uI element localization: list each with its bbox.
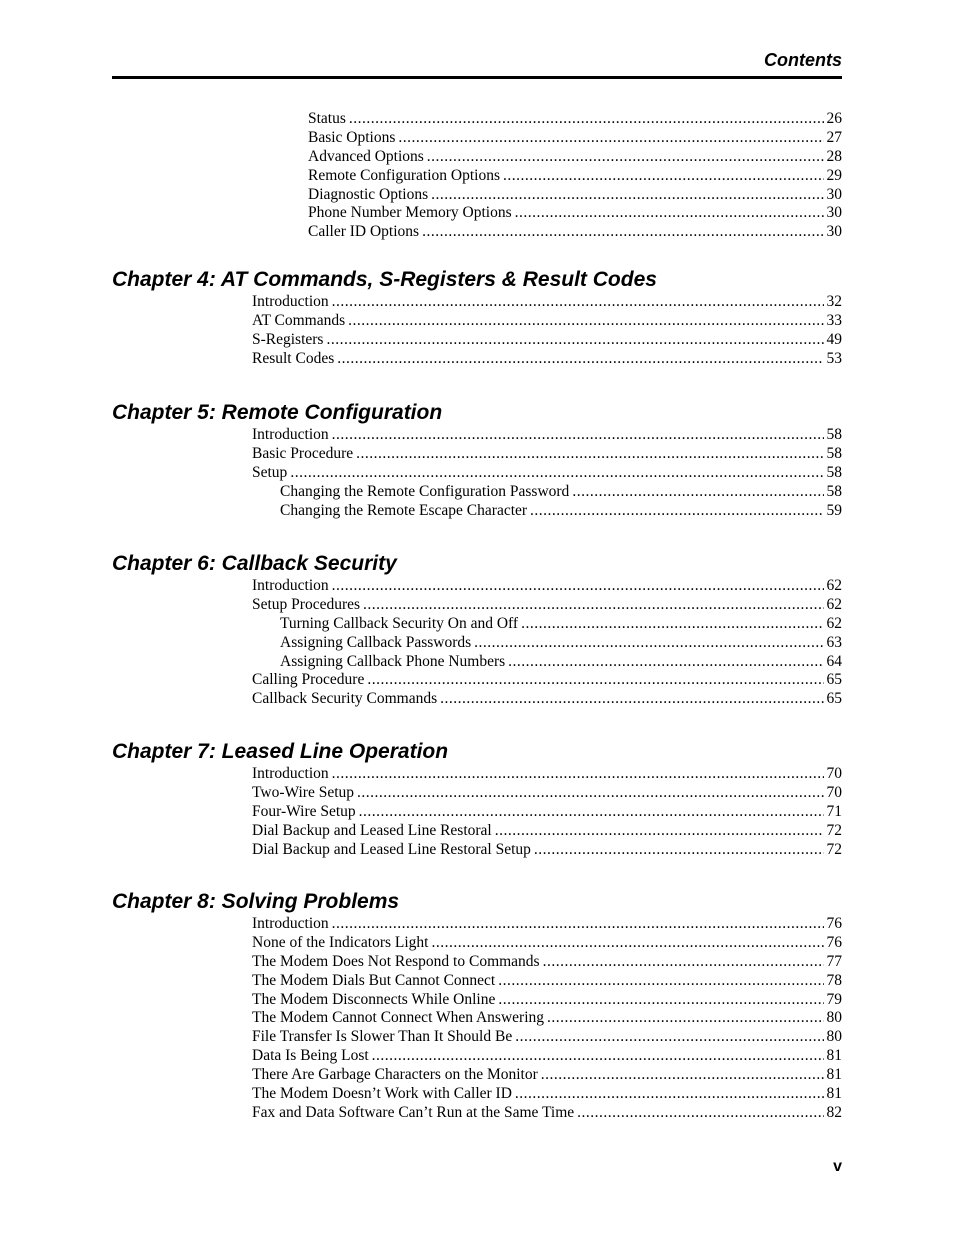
toc-entry[interactable]: [252, 690, 842, 709]
toc-entry-title: The Modem Doesn’t Work with Caller ID: [252, 1085, 512, 1103]
toc-entry-page: 81: [826, 1066, 842, 1084]
toc-entry[interactable]: [252, 841, 842, 860]
toc-entry[interactable]: [252, 991, 842, 1010]
toc-entry-title: Status: [308, 110, 346, 127]
dot-leader: [508, 653, 823, 672]
dot-leader: [547, 1009, 823, 1028]
toc-entry-title: Data Is Being Lost: [252, 1047, 369, 1065]
toc-entry[interactable]: [308, 110, 842, 129]
dot-leader: [440, 690, 823, 709]
toc-entry-page: 30: [826, 204, 842, 222]
dot-leader: [332, 577, 824, 596]
dot-leader: [348, 312, 823, 331]
toc-entry-page: 26: [826, 110, 842, 127]
toc-entry-page: 63: [826, 633, 842, 651]
toc-entry-title: The Modem Dials But Cannot Connect: [252, 971, 496, 989]
chapter-heading[interactable]: Chapter 7: Leased Line Operation: [112, 740, 449, 763]
toc-entry-page: 62: [826, 577, 842, 594]
toc-entry[interactable]: [280, 653, 842, 672]
toc-chapter-section: [112, 739, 842, 859]
dot-leader: [474, 634, 823, 653]
toc-entry-list: [112, 110, 842, 242]
toc-entry[interactable]: [252, 1047, 842, 1066]
toc-entry-title: Dial Backup and Leased Line Restoral Setup: [252, 840, 531, 858]
toc-entry-title: The Modem Cannot Connect When Answering: [252, 1009, 545, 1027]
toc-entry[interactable]: [252, 803, 842, 822]
toc-entry-title: Fax and Data Software Can’t Run at the Same Time: [252, 1103, 575, 1121]
toc-entry-page: 65: [826, 671, 842, 689]
toc-entry[interactable]: [252, 671, 842, 690]
dot-leader: [349, 110, 824, 129]
toc-entry-title: Basic Options: [308, 128, 396, 146]
toc-entry[interactable]: [252, 1085, 842, 1104]
toc-entry[interactable]: [252, 784, 842, 803]
toc-entry-page: 80: [826, 1028, 842, 1046]
toc-entry-page: 58: [826, 426, 842, 443]
toc-entry[interactable]: [308, 148, 842, 167]
dot-leader: [356, 445, 823, 464]
dot-leader: [332, 915, 824, 934]
toc-continued-section: [112, 110, 842, 242]
page-number: v: [833, 1158, 842, 1175]
toc-entry-page: 81: [826, 1047, 842, 1065]
toc-entry[interactable]: [252, 1009, 842, 1028]
toc-entry-page: 58: [826, 482, 842, 500]
dot-leader: [530, 502, 823, 521]
toc-entry-page: 76: [826, 933, 842, 951]
toc-entry-title: File Transfer Is Slower Than It Should Be: [252, 1028, 513, 1046]
toc-entry-page: 58: [826, 444, 842, 462]
dot-leader: [363, 596, 823, 615]
toc-entry-page: 53: [826, 349, 842, 367]
toc-entry-title: None of the Indicators Light: [252, 933, 429, 951]
dot-leader: [367, 671, 823, 690]
dot-leader: [357, 784, 823, 803]
toc-entry-page: 65: [826, 690, 842, 708]
toc-entry-title: Dial Backup and Leased Line Restoral: [252, 821, 492, 839]
toc-entry-list: [112, 915, 842, 1123]
toc-entry-page: 30: [826, 223, 842, 241]
dot-leader: [541, 1066, 824, 1085]
toc-entry-title: The Modem Does Not Respond to Commands: [252, 952, 540, 970]
toc-entry[interactable]: [252, 934, 842, 953]
toc-entry-page: 49: [826, 330, 842, 348]
toc-entry[interactable]: [308, 167, 842, 186]
toc-entry-title: S-Registers: [252, 330, 324, 348]
toc-entry[interactable]: [252, 1066, 842, 1085]
dot-leader: [431, 186, 823, 205]
toc-entry-page: 78: [826, 971, 842, 989]
toc-entry-page: 77: [826, 952, 842, 970]
toc-chapter-section: [112, 889, 842, 1123]
toc-entry-title: Setup Procedures: [252, 595, 361, 613]
toc-entry[interactable]: [252, 972, 842, 991]
toc-entry[interactable]: [308, 186, 842, 205]
toc-entry-list: [112, 293, 842, 369]
toc-entry-title: Introduction: [252, 293, 329, 310]
dot-leader: [572, 483, 823, 502]
toc-entry-page: 81: [826, 1085, 842, 1103]
toc-entry-title: Introduction: [252, 577, 329, 594]
toc-entry-page: 29: [826, 166, 842, 184]
dot-leader: [498, 972, 823, 991]
toc-entry-list: [112, 426, 842, 520]
toc-entry-page: 62: [826, 614, 842, 632]
dot-leader: [332, 293, 824, 312]
dot-leader: [332, 426, 824, 445]
toc-entry-page: 59: [826, 501, 842, 519]
toc-entry-page: 76: [826, 915, 842, 932]
toc-chapter-section: [112, 267, 842, 369]
toc-entry-page: 32: [826, 293, 842, 310]
dot-leader: [515, 1028, 823, 1047]
page-header: [112, 48, 842, 79]
toc-entry-title: The Modem Disconnects While Online: [252, 990, 496, 1008]
toc-chapter-section: [112, 551, 842, 709]
toc-entry[interactable]: [308, 223, 842, 242]
toc-entry[interactable]: [280, 483, 842, 502]
dot-leader: [534, 841, 824, 860]
toc-entry-title: Assigning Callback Phone Numbers: [280, 652, 506, 670]
toc-entry-title: Four-Wire Setup: [252, 802, 356, 820]
chapter-heading[interactable]: Chapter 4: AT Commands, S-Registers & Result Codes: [112, 268, 657, 291]
toc-entry-title: Introduction: [252, 915, 329, 932]
toc-entry[interactable]: [252, 426, 842, 445]
toc-entry-title: Two-Wire Setup: [252, 783, 355, 801]
toc-entry[interactable]: [252, 577, 842, 596]
toc-entry-page: 30: [826, 185, 842, 203]
toc-entry-title: Introduction: [252, 426, 329, 443]
toc-entry-list: [112, 577, 842, 709]
toc-entry-page: 64: [826, 652, 842, 670]
toc-entry[interactable]: [280, 634, 842, 653]
toc-entry[interactable]: [252, 293, 842, 312]
running-header-title: Contents: [764, 50, 842, 70]
toc-entry-title: Changing the Remote Configuration Password: [280, 482, 570, 500]
toc-entry-title: There Are Garbage Characters on the Monitor: [252, 1066, 538, 1084]
toc-entry[interactable]: [252, 1104, 842, 1123]
dot-leader: [521, 615, 823, 634]
toc-entry-title: Result Codes: [252, 349, 335, 367]
toc-entry-page: 33: [826, 311, 842, 329]
toc-entry[interactable]: [280, 615, 842, 634]
dot-leader: [422, 223, 823, 242]
toc-entry[interactable]: [252, 765, 842, 784]
toc-entry-page: 62: [826, 595, 842, 613]
toc-entry-title: Basic Procedure: [252, 444, 354, 462]
dot-leader: [398, 129, 823, 148]
dot-leader: [515, 1085, 824, 1104]
toc-entry[interactable]: [252, 445, 842, 464]
toc-entry-list: [112, 765, 842, 859]
toc-entry-page: 79: [826, 990, 842, 1008]
dot-leader: [332, 765, 824, 784]
toc-entry[interactable]: [308, 129, 842, 148]
toc-entry-title: Setup: [252, 463, 288, 481]
toc-entry-title: Calling Procedure: [252, 671, 365, 689]
toc-entry[interactable]: [252, 915, 842, 934]
toc-entry-title: Diagnostic Options: [308, 185, 429, 203]
toc-entry-page: 82: [826, 1103, 842, 1121]
toc-entry-page: 27: [826, 128, 842, 146]
toc-entry-title: Assigning Callback Passwords: [280, 633, 472, 651]
toc-entry-title: Caller ID Options: [308, 223, 420, 241]
dot-leader: [290, 464, 823, 483]
dot-leader: [498, 991, 823, 1010]
chapter-heading[interactable]: Chapter 6: Callback Security: [112, 552, 397, 575]
dot-leader: [515, 204, 824, 223]
dot-leader: [495, 822, 824, 841]
chapter-heading[interactable]: Chapter 5: Remote Configuration: [112, 401, 443, 424]
dot-leader: [326, 331, 823, 350]
toc-entry-page: 70: [826, 783, 842, 801]
toc-entry-title: AT Commands: [252, 311, 346, 329]
toc-entry-page: 71: [826, 802, 842, 820]
toc-chapter-section: [112, 400, 842, 520]
toc-entry-title: Advanced Options: [308, 147, 424, 165]
toc-entry[interactable]: [252, 312, 842, 331]
dot-leader: [543, 953, 824, 972]
toc-entry-title: Changing the Remote Escape Character: [280, 501, 528, 519]
toc-entry[interactable]: [252, 596, 842, 615]
toc-entry-page: 28: [826, 147, 842, 165]
toc-entry[interactable]: [252, 822, 842, 841]
dot-leader: [503, 167, 823, 186]
toc-entry[interactable]: [308, 204, 842, 223]
toc-entry-title: Callback Security Commands: [252, 690, 438, 708]
toc-entry-page: 72: [826, 840, 842, 858]
toc-entry[interactable]: [252, 464, 842, 483]
toc-entry-title: Remote Configuration Options: [308, 166, 501, 184]
dot-leader: [372, 1047, 824, 1066]
toc-entry[interactable]: [252, 350, 842, 369]
toc-entry[interactable]: [280, 502, 842, 521]
dot-leader: [359, 803, 824, 822]
dot-leader: [427, 148, 824, 167]
dot-leader: [577, 1104, 823, 1123]
dot-leader: [431, 934, 823, 953]
toc-entry[interactable]: [252, 331, 842, 350]
chapter-heading[interactable]: Chapter 8: Solving Problems: [112, 890, 400, 913]
toc-entry[interactable]: [252, 953, 842, 972]
toc-entry-page: 70: [826, 765, 842, 782]
dot-leader: [337, 350, 823, 369]
toc-entry-page: 58: [826, 463, 842, 481]
toc-entry[interactable]: [252, 1028, 842, 1047]
toc-entry-page: 72: [826, 821, 842, 839]
toc-entry-title: Introduction: [252, 765, 329, 782]
toc-entry-title: Turning Callback Security On and Off: [280, 614, 519, 632]
toc-entry-title: Phone Number Memory Options: [308, 204, 512, 222]
toc-entry-page: 80: [826, 1009, 842, 1027]
